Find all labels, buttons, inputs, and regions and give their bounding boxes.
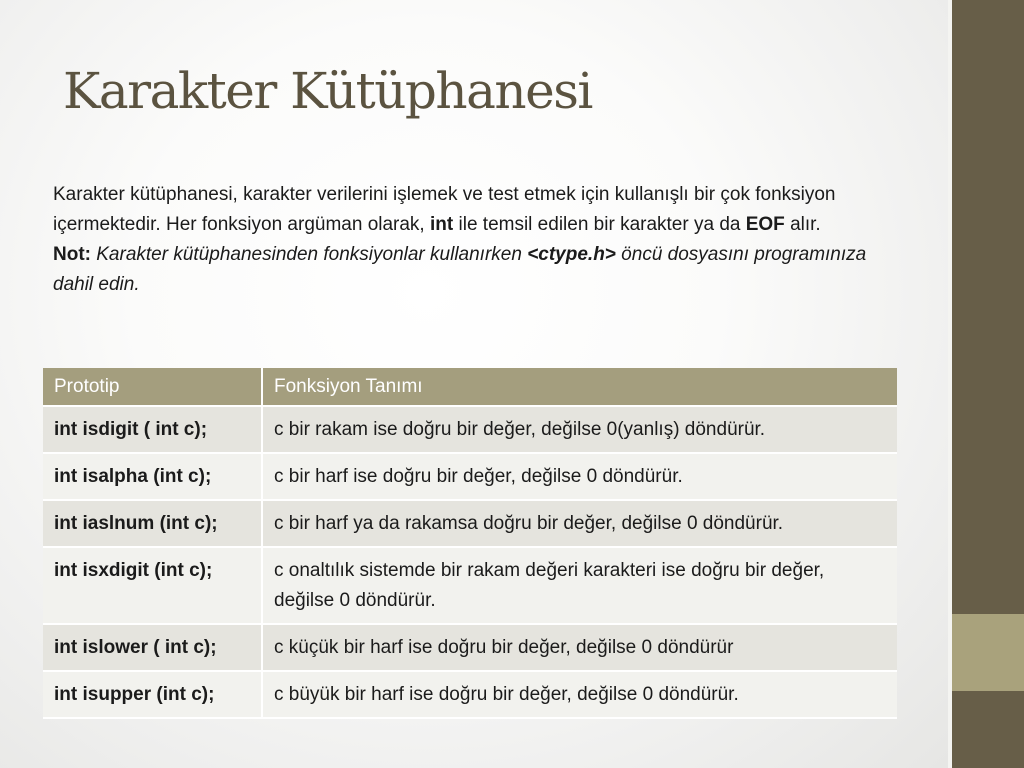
table-row	[43, 406, 897, 453]
description-cell: c bir rakam ise doğru bir değer, değilse 0(yanlış) döndürür.	[262, 406, 897, 453]
note-label: Not:	[53, 244, 91, 265]
prototype-cell: int isalpha (int c);	[43, 453, 262, 500]
note-header-file: <ctype.h>	[527, 244, 616, 265]
table-row	[43, 547, 897, 624]
table-header-row	[43, 368, 897, 406]
slide-title: Karakter Kütüphanesi	[63, 62, 592, 120]
intro-text-b: ile temsil edilen bir karakter ya da	[453, 214, 746, 235]
sidebar-accent-block	[952, 614, 1024, 691]
prototype-cell: int isxdigit (int c);	[43, 547, 262, 624]
intro-text-c: alır.	[784, 214, 821, 235]
intro-int-keyword: int	[430, 214, 454, 235]
prototype-cell: int islower ( int c);	[43, 624, 262, 671]
description-cell: c bir harf ya da rakamsa doğru bir değer, değilse 0 döndürür.	[262, 500, 897, 547]
intro-paragraph	[53, 180, 893, 240]
description-cell: c bir harf ise doğru bir değer, değilse 0 döndürür.	[262, 453, 897, 500]
header-prototype: Prototip	[43, 368, 262, 406]
header-description: Fonksiyon Tanımı	[262, 368, 897, 406]
prototype-cell: int isupper (int c);	[43, 671, 262, 718]
prototype-cell: int isdigit ( int c);	[43, 406, 262, 453]
description-cell: c küçük bir harf ise doğru bir değer, değilse 0 döndürür	[262, 624, 897, 671]
prototype-cell: int iaslnum (int c);	[43, 500, 262, 547]
description-cell: c büyük bir harf ise doğru bir değer, değilse 0 döndürür.	[262, 671, 897, 718]
table-row	[43, 500, 897, 547]
intro-text-a: Karakter kütüphanesi, karakter verilerini işlemek ve test etmek için kullanışlı bir çok fonksiyon içermektedir. Her fonksiyon argüman olarak,	[53, 184, 836, 235]
table-row	[43, 453, 897, 500]
slide-body	[53, 180, 893, 300]
description-cell: c onaltılık sistemde bir rakam değeri karakteri ise doğru bir değer, değilse 0 döndürür.	[262, 547, 897, 624]
note-text-a: Karakter kütüphanesinden fonksiyonlar kullanırken	[90, 244, 528, 265]
intro-eof-keyword: EOF	[745, 214, 785, 235]
function-table	[43, 368, 897, 719]
note-paragraph	[53, 240, 893, 300]
table-row	[43, 671, 897, 718]
note-text-b: öncü dosyasını programınıza dahil edin.	[53, 244, 867, 295]
table-row	[43, 624, 897, 671]
